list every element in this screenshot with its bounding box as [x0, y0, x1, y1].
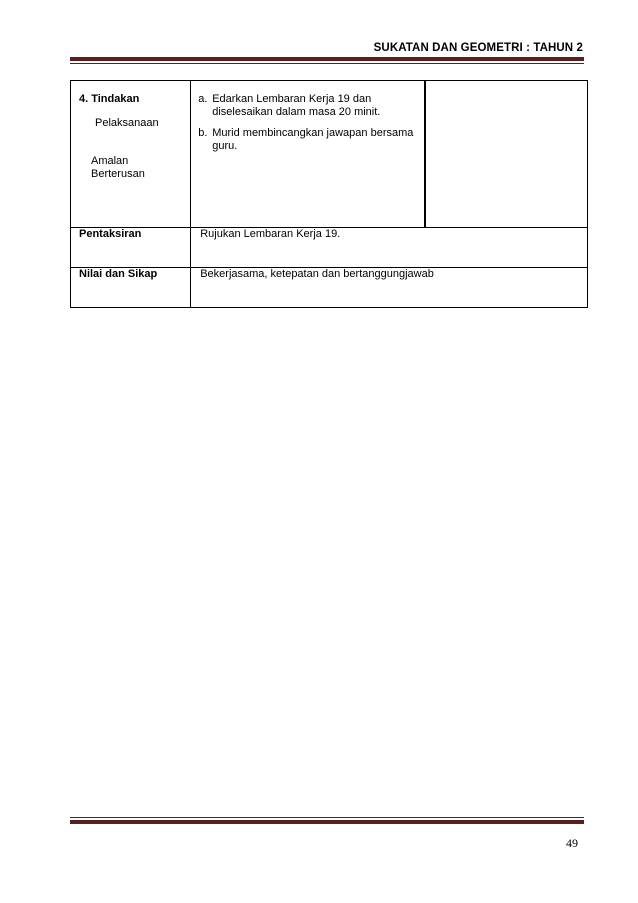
- amalan-line: Amalan: [91, 155, 129, 167]
- tindakan-notes-cell: [425, 81, 587, 228]
- tindakan-row: [71, 81, 588, 228]
- tindakan-label-cell: [71, 81, 191, 228]
- lesson-plan-table: [70, 80, 588, 308]
- nilai-value: Bekerjasama, ketepatan dan bertanggungjawab: [191, 268, 588, 308]
- header-title: SUKATAN DAN GEOMETRI : TAHUN 2: [373, 42, 583, 54]
- activity-item-letter: b.: [198, 127, 208, 139]
- berterusan-line: Berterusan: [91, 168, 145, 180]
- nilai-row: [71, 268, 588, 308]
- page-number: 49: [566, 836, 578, 850]
- activity-item-text: Murid membincangkan jawapan bersama guru.: [212, 127, 414, 152]
- tindakan-heading: 4. Tindakan: [79, 93, 140, 105]
- activity-item: [198, 127, 418, 153]
- footer-rule-thin: [70, 817, 584, 818]
- pelaksanaan-label: Pelaksanaan: [95, 117, 159, 129]
- footer-rule-thick: [70, 820, 584, 824]
- activity-item: [198, 93, 418, 119]
- pentaksiran-label: Pentaksiran: [71, 228, 191, 268]
- nilai-label: Nilai dan Sikap: [71, 268, 191, 308]
- amalan-berterusan-label: [91, 155, 190, 181]
- activity-item-text: Edarkan Lembaran Kerja 19 dan diselesaikan dalam masa 20 minit.: [212, 93, 381, 118]
- tindakan-activity-cell: [191, 81, 425, 228]
- header-rule-thick: [70, 57, 584, 61]
- pentaksiran-value: Rujukan Lembaran Kerja 19.: [191, 228, 588, 268]
- header-rule-thin: [70, 63, 584, 64]
- activity-item-letter: a.: [198, 93, 208, 105]
- pentaksiran-row: [71, 228, 588, 268]
